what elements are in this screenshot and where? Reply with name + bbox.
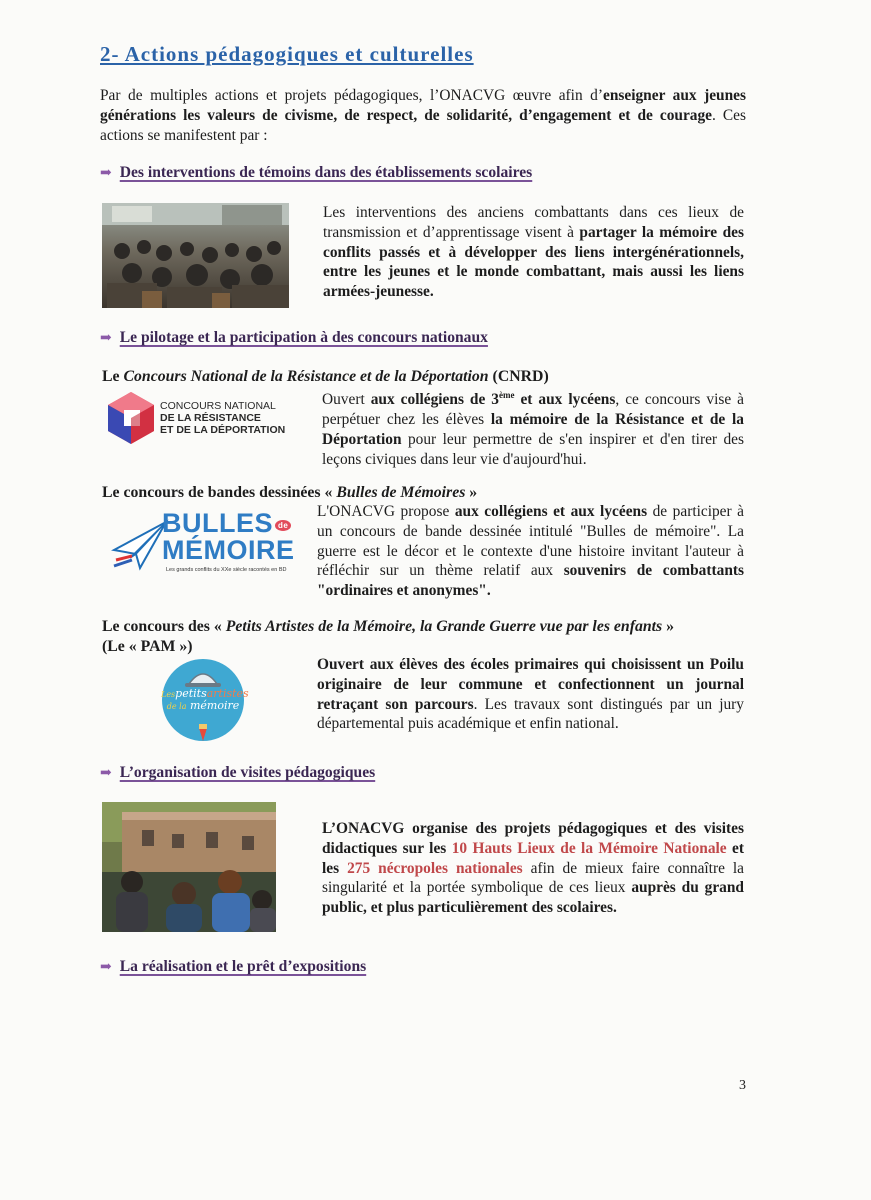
subheading-expositions-label: La réalisation et le prêt d’expositions: [119, 958, 367, 975]
visites-text1: afin de mieux faire connaître la singularité et la portée symbolique de ces lieux: [322, 859, 744, 897]
bulles-logo-word2: MÉMOIRE: [162, 535, 295, 565]
cnrd-logo-line1: CONCOURS NATIONAL: [160, 400, 276, 412]
arrow-icon: ➡: [100, 766, 112, 781]
bulles-logo-word1: BULLES: [162, 508, 273, 538]
subheading-expositions: [100, 958, 366, 976]
subheading-concours: [100, 329, 488, 347]
intro-bold: enseigner aux jeunes générations les valeurs de civisme, de respect, de solidarité, d’engagement et de courage: [100, 87, 747, 124]
subheading-temoins: [100, 164, 532, 182]
temoins-bold: partager la mémoire des conflits passés et à développer des liens intergénérationnels, entre les jeunes et le monde combattant, mais aussi les liens armées-jeunesse.: [323, 223, 744, 301]
temoins-text: Les interventions des anciens combattants dans ces lieux de transmission et d’apprentissage visent à: [323, 204, 744, 241]
bulles-bold1: aux collégiens et aux lycéens: [454, 503, 648, 520]
pam-logo-les: Les: [161, 690, 176, 699]
subheading-temoins-label: Des interventions de témoins dans des établissements scolaires: [119, 164, 533, 181]
visites-paragraph: [322, 819, 744, 918]
bulles-heading-pre: Le concours de bandes dessinées «: [102, 484, 337, 501]
pam-logo: [161, 658, 249, 742]
pam-logo-artistes: artistes: [206, 687, 249, 700]
cnrd-heading-post: (CNRD): [488, 368, 549, 385]
temoins-paragraph: [323, 203, 744, 302]
bulles-paragraph: [317, 502, 744, 601]
subheading-concours-label: Le pilotage et la participation à des concours nationaux: [119, 329, 488, 346]
visites-bold3: auprès du grand public, et plus particulièrement des scolaires.: [322, 879, 744, 917]
paper-plane-icon: [110, 516, 170, 576]
cnrd-text1: Ouvert: [322, 391, 371, 409]
bulles-logo-caption: Les grands conflits du XXe siècle racontés en BD: [166, 567, 287, 573]
visites-bold2: et les: [322, 839, 745, 877]
pam-paragraph: [317, 655, 744, 734]
bulles-heading: [102, 484, 477, 502]
arrow-icon: ➡: [100, 166, 112, 181]
bulles-text1: L'ONACVG propose: [317, 503, 455, 520]
bulles-logo: [110, 510, 295, 580]
bulles-logo-de: de: [275, 520, 291, 531]
cnrd-logo: [106, 390, 306, 446]
bulles-text2: de participer à un concours de bande dessinée intitulé "Bulles de mémoire". La guerre est le décor et le contexte d'une histoire invitant l'auteur à réfléchir sur un thème relatif aux: [317, 503, 744, 580]
cnrd-sup: ème: [498, 390, 515, 400]
bulles-heading-post: »: [465, 484, 478, 501]
intro-paragraph: [100, 86, 746, 146]
cnrd-bold2: et aux lycéens: [514, 391, 616, 409]
pam-text1: . Les travaux sont distingués par un jury départemental puis académique et enfin national.: [317, 695, 744, 733]
bulles-bold2: souvenirs de combattants "ordinaires et anonymes".: [317, 562, 744, 600]
cnrd-logo-line3: ET DE LA DÉPORTATION: [160, 424, 286, 436]
pam-heading-line2: (Le « PAM »): [102, 638, 193, 655]
intro-text-end: . Ces actions se manifestent par :: [100, 107, 746, 144]
page-number: 3: [739, 1078, 746, 1093]
pam-heading-italic: Petits Artistes de la Mémoire, la Grande Guerre vue par les enfants: [225, 618, 663, 635]
cnrd-heading: [102, 368, 549, 386]
cnrd-heading-italic: Concours National de la Résistance et de la Déportation: [123, 368, 489, 385]
cnrd-bold1: aux collégiens de 3: [370, 391, 499, 409]
cnrd-logo-line2: DE LA RÉSISTANCE: [160, 412, 261, 424]
pam-heading-pre: Le concours des «: [102, 618, 226, 635]
cnrd-emblem-icon: [106, 390, 156, 446]
cnrd-text3: pour leur permettre de s'en inspirer et d'en tirer des leçons civiques dans leur vie d'aujourd'hui.: [322, 430, 744, 468]
visit-photo: [102, 802, 276, 932]
cnrd-heading-pre: Le: [102, 368, 124, 385]
cnrd-bold3: la mémoire de la Résistance et de la Déportation: [322, 410, 744, 448]
pam-logo-petits: petits: [175, 687, 207, 700]
pam-heading-post: »: [662, 618, 675, 635]
cnrd-text2: , ce concours vise à perpétuer chez les élèves: [322, 391, 744, 428]
pam-logo-memoire: mémoire: [189, 699, 240, 712]
visites-highlight2: 275 nécropoles nationales: [347, 859, 523, 877]
arrow-icon: ➡: [100, 331, 112, 346]
visites-highlight1: 10 Hauts Lieux de la Mémoire Nationale: [451, 839, 727, 857]
intro-text: Par de multiples actions et projets pédagogiques, l’ONACVG œuvre afin d’: [100, 87, 603, 104]
classroom-photo: [102, 203, 289, 308]
cnrd-paragraph: [322, 386, 744, 469]
arrow-icon: ➡: [100, 960, 112, 975]
bulles-heading-italic: Bulles de Mémoires: [336, 484, 466, 501]
subheading-visites-label: L’organisation de visites pédagogiques: [119, 764, 376, 781]
subheading-visites: [100, 764, 375, 782]
pam-heading: [102, 618, 674, 636]
section-title: 2- Actions pédagogiques et culturelles: [100, 42, 474, 66]
visites-bold1: L’ONACVG organise des projets pédagogiques et des visites didactiques sur les: [322, 820, 744, 857]
pam-bold1: Ouvert aux élèves des écoles primaires qui choisissent un Poilu originaire de leur commune et confectionnent un journal retraçant son parcours: [317, 656, 744, 713]
pam-logo-de: de la: [166, 702, 187, 711]
